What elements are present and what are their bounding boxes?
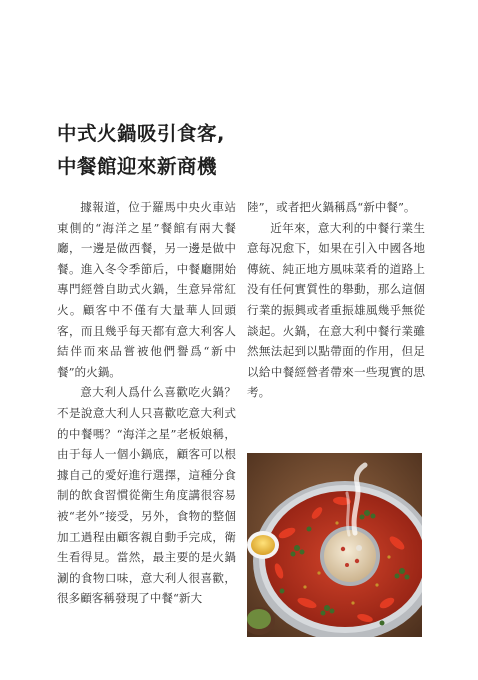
paragraph-2-continued: 陸”，或者把火鍋稱爲“新中餐”。 [247,200,416,214]
article-title [57,117,437,183]
paragraph-2: 意大利人爲什么喜歡吃火鍋？不是說意大利人只喜歡吃意大利式的中餐嗎？“海洋之星”老板娘稱，由于每人一個小鍋底，顧客可以根據自己的愛好進行選擇，這種分食制的飲食習慣從衛生角度講很容易被“老外”接受，另外，食物的整個加工過程由顧客親自動手完成，衛生看得見。當然，最主要的是火鍋涮的食物口味，意大利人很喜歡，很多顧客稱發現了中餐“新大 [57,385,236,606]
title-line-1: 中式火鍋吸引食客, [57,122,225,145]
steam-2 [347,493,349,535]
paragraph-1: 據報道，位于羅馬中央火車站東側的“海洋之星”餐館有兩大餐廳，一邊是做西餐，另一邊是做中餐。進入冬令季節后，中餐廳開始專門經營自助式火鍋，生意异常紅火。顧客中不僅有大量華人回頭客，而且幾乎每天都有意大利客人結伴而來品嘗被他們譽爲“新中餐”的火鍋。 [57,200,236,379]
paragraph-3: 近年來，意大利的中餐行業生意每况愈下，如果在引入中國各地傳統、純正地方風味菜肴的道路上没有任何實質性的舉動，那么這個行業的振興或者重振雄風幾乎無從談起。火鍋，在意大利中餐行業雖然無法起到以點帶面的作用，但足以給中餐經營者帶來一些現實的思考。 [247,220,425,400]
tea [251,535,275,555]
garlic-clove [356,545,362,551]
hotpot-illustration [247,453,422,637]
side-dish-greens [247,609,271,629]
left-column [57,197,236,609]
hotpot-photo [247,453,422,637]
clear-broth [324,530,376,582]
right-column [247,197,425,403]
title-line-2: 中餐館迎來新商機 [57,155,218,178]
